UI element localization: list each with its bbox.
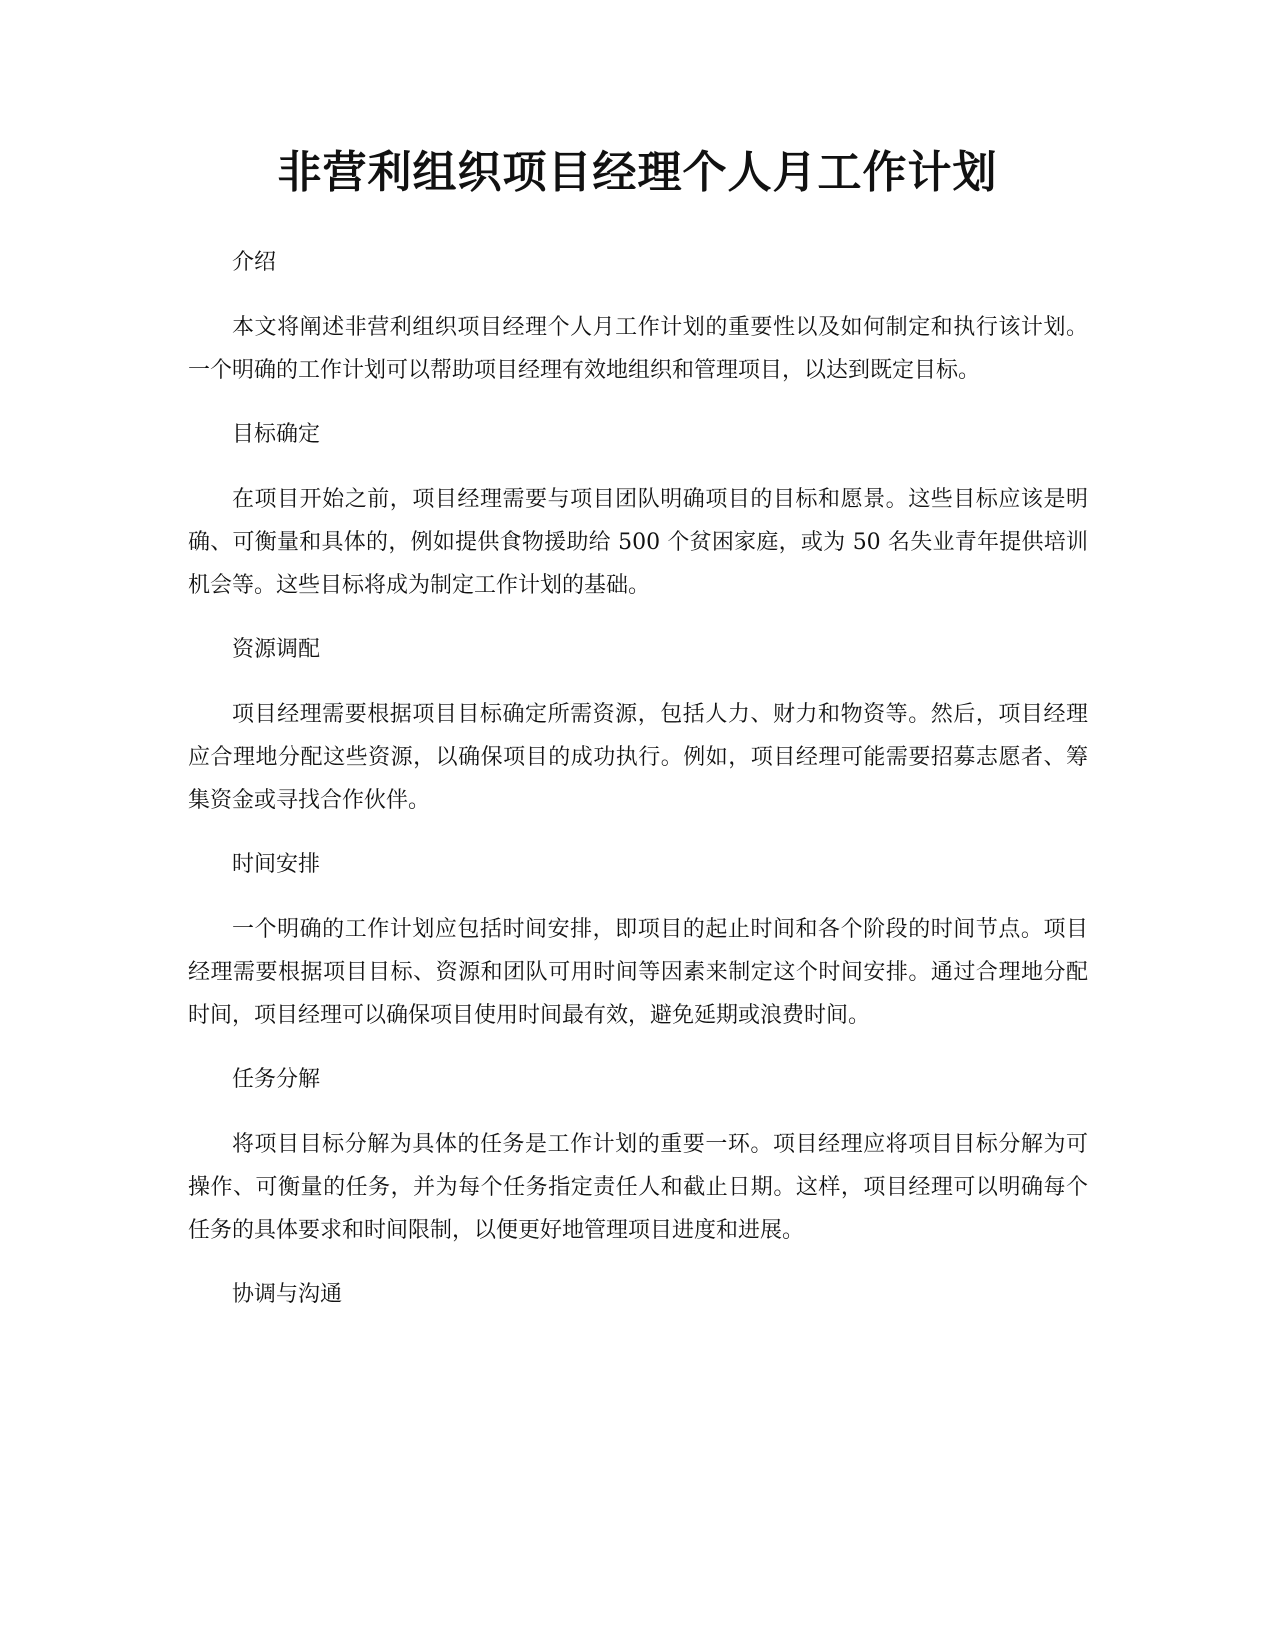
section-paragraph-resource-allocation: 项目经理需要根据项目目标确定所需资源，包括人力、财力和物资等。然后，项目经理应合理地分配这些资源，以确保项目的成功执行。例如，项目经理可能需要招募志愿者、筹集资金或寻找合作伙伴。 bbox=[188, 702, 1088, 813]
section-paragraph-introduction: 本文将阐述非营利组织项目经理个人月工作计划的重要性以及如何制定和执行该计划。一个明确的工作计划可以帮助项目经理有效地组织和管理项目，以达到既定目标。 bbox=[188, 315, 1088, 383]
section-heading-resource-allocation: 资源调配 bbox=[232, 637, 321, 662]
document-title: 非营利组织项目经理个人月工作计划 bbox=[277, 147, 998, 198]
document-body bbox=[188, 242, 1088, 1338]
section-paragraph-time-arrangement: 一个明确的工作计划应包括时间安排，即项目的起止时间和各个阶段的时间节点。项目经理需要根据项目目标、资源和团队可用时间等因素来制定这个时间安排。通过合理地分配时间，项目经理可以确保项目使用时间最有效，避免延期或浪费时间。 bbox=[188, 917, 1088, 1028]
section-heading-coordination-communication: 协调与沟通 bbox=[232, 1282, 343, 1307]
section-heading-goal-setting: 目标确定 bbox=[232, 422, 321, 447]
section-heading-introduction: 介绍 bbox=[232, 250, 277, 275]
section-paragraph-task-breakdown: 将项目目标分解为具体的任务是工作计划的重要一环。项目经理应将项目目标分解为可操作、可衡量的任务，并为每个任务指定责任人和截止日期。这样，项目经理可以明确每个任务的具体要求和时间限制，以便更好地管理项目进度和进展。 bbox=[188, 1132, 1088, 1243]
section-paragraph-goal-setting: 在项目开始之前，项目经理需要与项目团队明确项目的目标和愿景。这些目标应该是明确、可衡量和具体的，例如提供食物援助给 500 个贫困家庭，或为 50 名失业青年提供培训机会等。这些目标将成为制定工作计划的基础。 bbox=[188, 487, 1088, 598]
section-heading-task-breakdown: 任务分解 bbox=[232, 1067, 321, 1092]
section-heading-time-arrangement: 时间安排 bbox=[232, 852, 321, 877]
